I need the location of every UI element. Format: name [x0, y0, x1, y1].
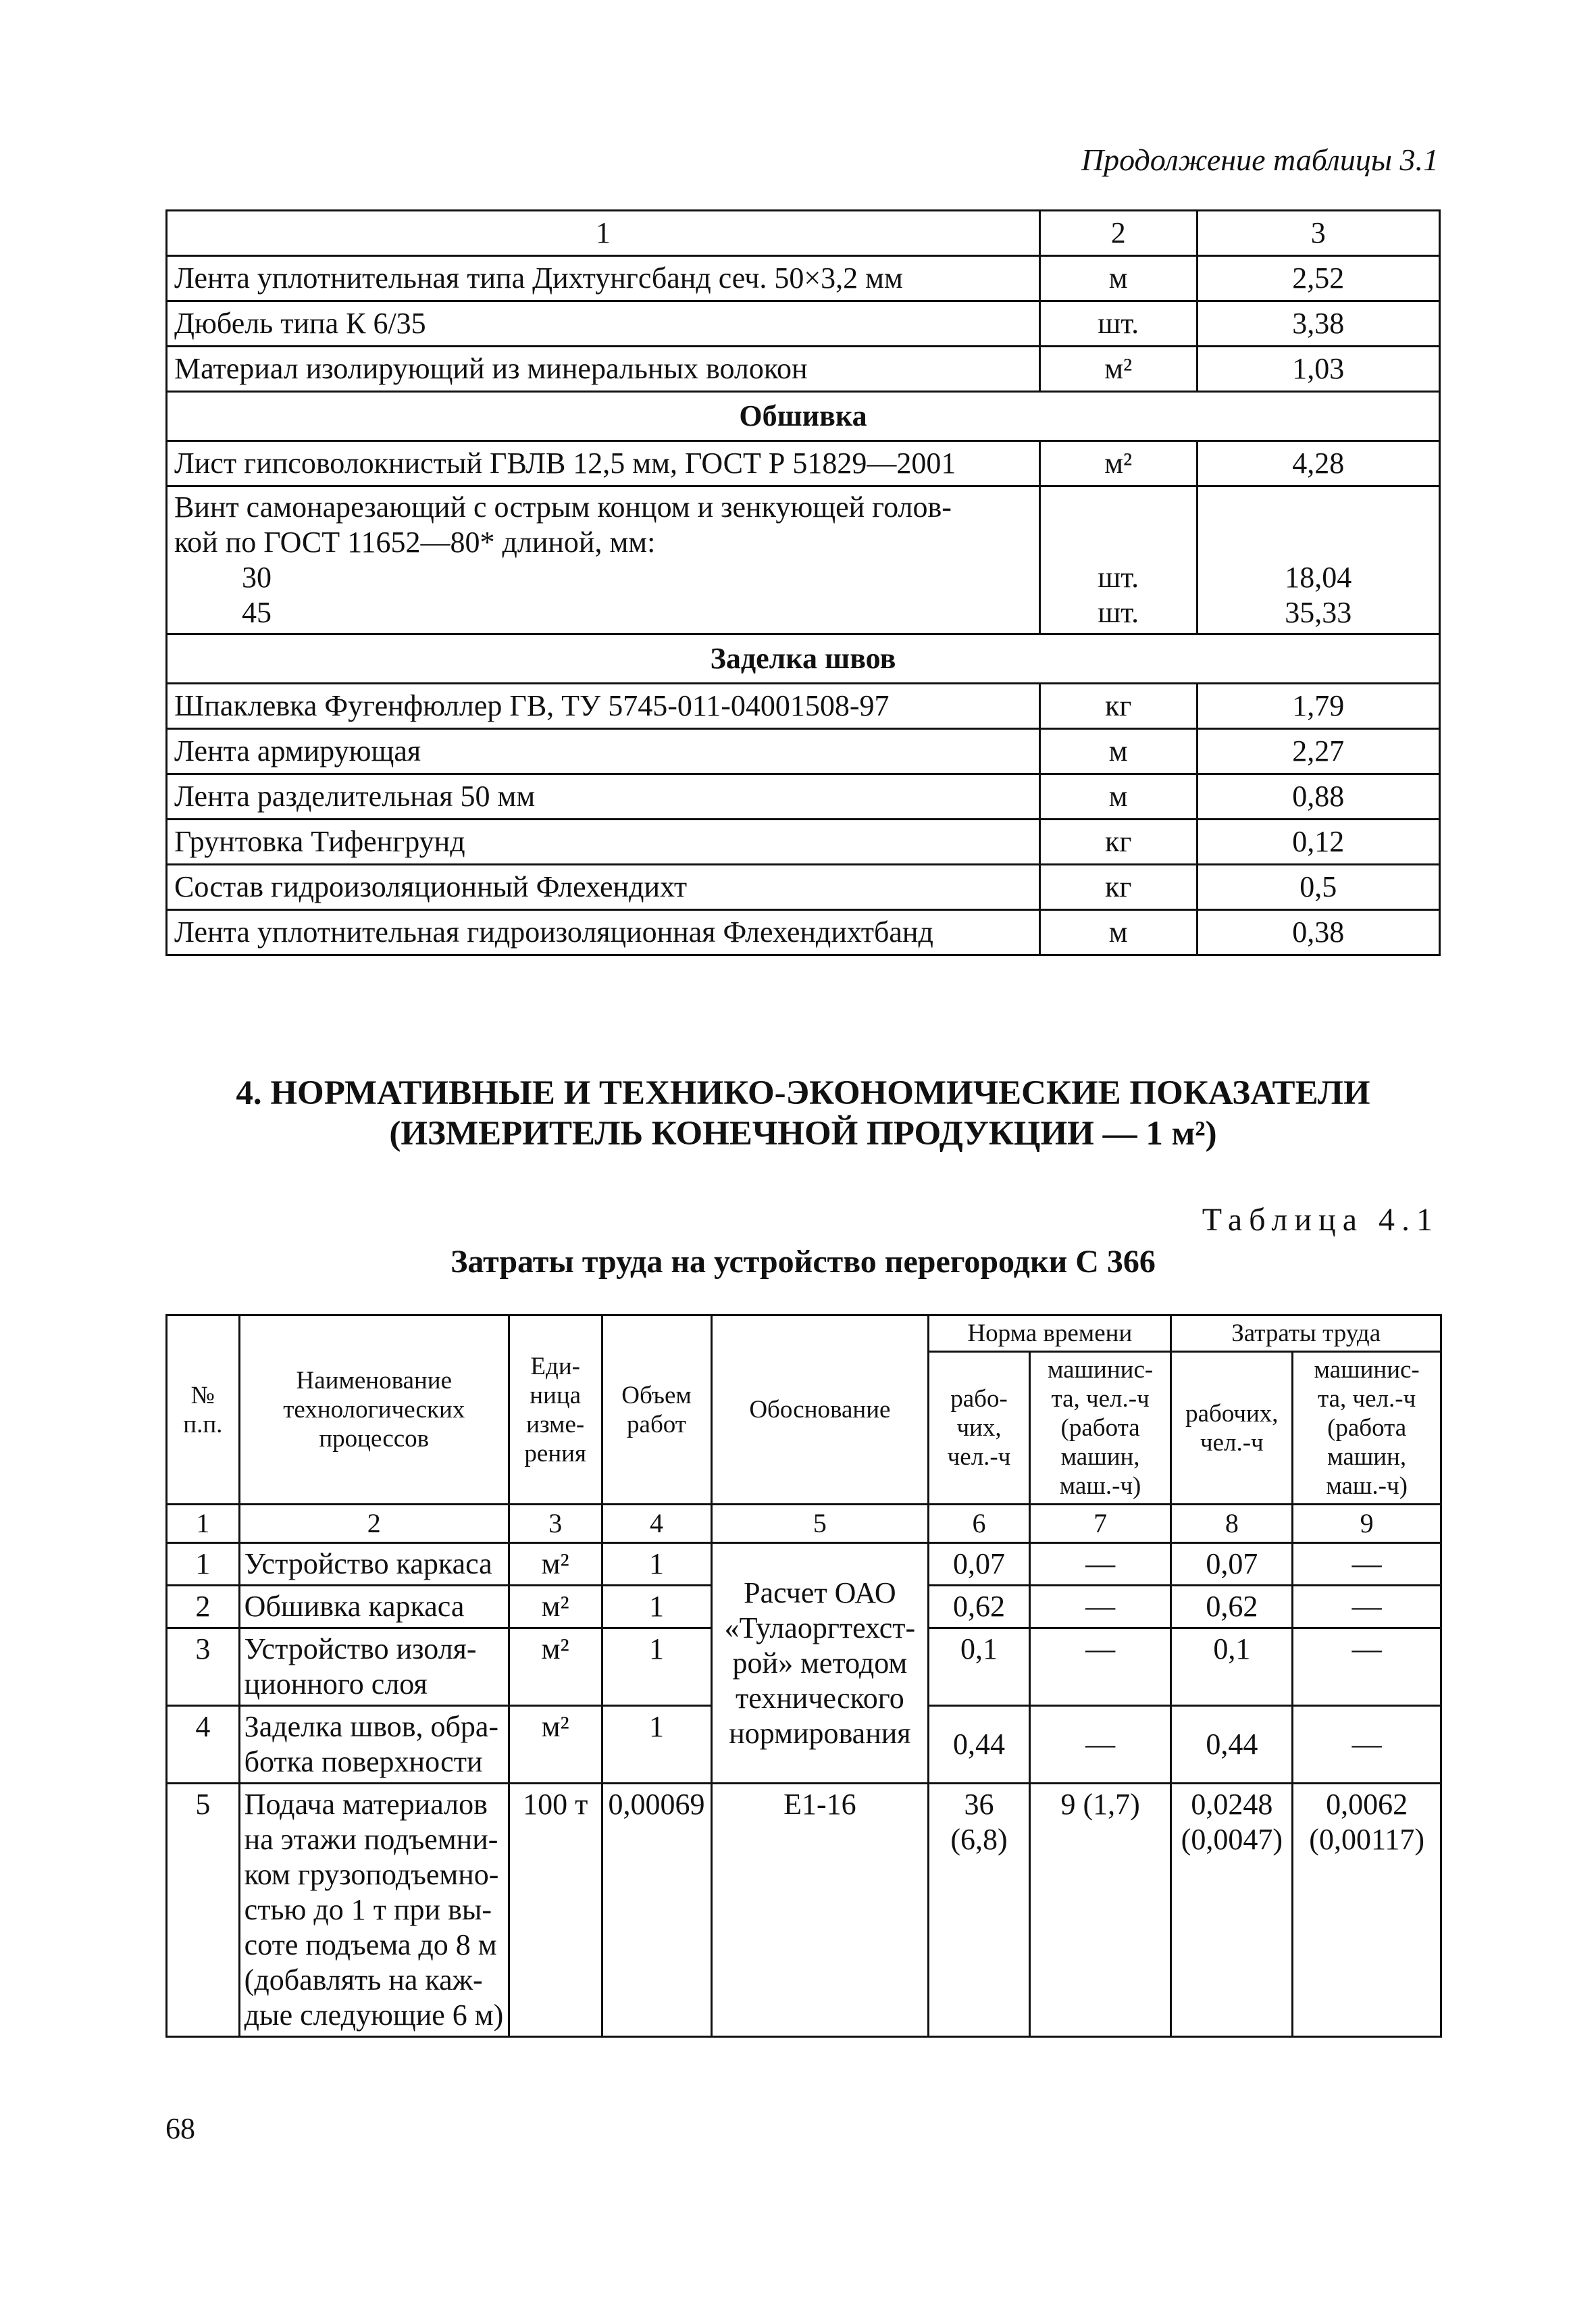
column-number: 7: [1029, 1505, 1171, 1543]
page-number: 68: [165, 2112, 195, 2145]
materials-table: [165, 209, 1441, 956]
column-header: 1: [167, 211, 1040, 256]
material-unit: м²: [1039, 347, 1197, 392]
material-name: Состав гидроизоляционный Флехендихт: [167, 865, 1040, 910]
material-value: 0,5: [1197, 865, 1439, 910]
row-number: 3: [167, 1628, 240, 1706]
material-value: 0,88: [1197, 774, 1439, 820]
volume: 1: [602, 1628, 711, 1706]
process-name: Устройство изоля- ционного слоя: [239, 1628, 509, 1706]
section-heading: [165, 1073, 1441, 1154]
material-unit: м: [1039, 729, 1197, 774]
process-name: Устройство каркаса: [239, 1543, 509, 1586]
unit: м²: [509, 1543, 602, 1586]
table-label: Таблица 4.1: [1202, 1202, 1439, 1238]
unit: 100 т: [509, 1784, 602, 2037]
process-name: Заделка швов, обра- ботка поверхности: [239, 1706, 509, 1784]
material-name: Лист гипсоволокнистый ГВЛВ 12,5 мм, ГОСТ Р 51829—2001: [167, 441, 1040, 486]
section-title-sheathing: Обшивка: [167, 392, 1440, 441]
process-name: Подача материалов на этажи подъемни- ком грузоподъемно- стью до 1 т при вы- соте подъема до 8 м (добавлять на каж- дые следующие 6 м): [239, 1784, 509, 2037]
screw-line: Винт самонарезающий с острым концом и зенкующей голов-: [174, 491, 952, 524]
basis-merged: Расчет ОАО «Тулаоргтехст- рой» методом технического нормирования: [711, 1543, 929, 1784]
labor-workers: 0,44: [1171, 1706, 1293, 1784]
table-row: [167, 774, 1440, 820]
table-row: [167, 820, 1440, 865]
table-row: [167, 256, 1440, 301]
norm-workers: 0,44: [929, 1706, 1030, 1784]
norm-machinists: —: [1029, 1586, 1171, 1628]
header-norm-machinists: машинис- та, чел.-ч (работа машин, маш.-ч): [1029, 1352, 1171, 1505]
basis: Е1-16: [711, 1784, 929, 2037]
table-row: [167, 684, 1440, 729]
material-name: Грунтовка Тифенгрунд: [167, 820, 1040, 865]
material-name: Лента армирующая: [167, 729, 1040, 774]
volume: 1: [602, 1543, 711, 1586]
unit: м²: [509, 1706, 602, 1784]
table-row: [167, 910, 1440, 955]
labor-costs-table: [165, 1314, 1442, 2038]
material-unit: шт.: [1039, 301, 1197, 347]
material-name: Лента разделительная 50 мм: [167, 774, 1040, 820]
row-number: 5: [167, 1784, 240, 2037]
table-header-row: [167, 1315, 1441, 1352]
section-row: [167, 634, 1440, 684]
volume: 1: [602, 1706, 711, 1784]
table-title: Затраты труда на устройство перегородки С 366: [451, 1244, 1156, 1280]
material-name: Шпаклевка Фугенфюллер ГВ, ТУ 5745-011-04001508-97: [167, 684, 1040, 729]
screw-values: [1197, 486, 1439, 634]
column-number: 4: [602, 1505, 711, 1543]
header-labor-machinists: машинис- та, чел.-ч (работа машин, маш.-ч): [1293, 1352, 1441, 1505]
header-unit: Еди- ница изме- рения: [509, 1315, 602, 1505]
screw-units: [1039, 486, 1197, 634]
material-unit: м: [1039, 774, 1197, 820]
column-number: 9: [1293, 1505, 1441, 1543]
labor-machinists: —: [1293, 1706, 1441, 1784]
norm-machinists: 9 (1,7): [1029, 1784, 1171, 2037]
material-name: Лента уплотнительная типа Дихтунгсбанд сеч. 50×3,2 мм: [167, 256, 1040, 301]
unit: м²: [509, 1628, 602, 1706]
material-name: Лента уплотнительная гидроизоляционная Флехендихтбанд: [167, 910, 1040, 955]
norm-machinists: —: [1029, 1543, 1171, 1586]
norm-workers: 36 (6,8): [929, 1784, 1030, 2037]
material-value: 1,03: [1197, 347, 1439, 392]
section-title-seams: Заделка швов: [167, 634, 1440, 684]
material-value: 2,52: [1197, 256, 1439, 301]
header-labor-costs: Затраты труда: [1171, 1315, 1441, 1352]
section-heading-line: 4. НОРМАТИВНЫЕ И ТЕХНИКО-ЭКОНОМИЧЕСКИЕ ПОКАЗАТЕЛИ: [236, 1074, 1370, 1112]
norm-workers: 0,07: [929, 1543, 1030, 1586]
header-time-norm: Норма времени: [929, 1315, 1171, 1352]
table-row: [167, 301, 1440, 347]
material-unit: м: [1039, 910, 1197, 955]
material-value: 0,38: [1197, 910, 1439, 955]
process-name: Обшивка каркаса: [239, 1586, 509, 1628]
material-value: 1,79: [1197, 684, 1439, 729]
material-value: 3,38: [1197, 301, 1439, 347]
column-number: 2: [239, 1505, 509, 1543]
material-name: Материал изолирующий из минеральных волокон: [167, 347, 1040, 392]
screw-line: кой по ГОСТ 11652—80* длиной, мм:: [174, 526, 656, 559]
row-number: 1: [167, 1543, 240, 1586]
table-row: [167, 1543, 1441, 1586]
screw-length: 45: [242, 596, 272, 629]
material-value: 4,28: [1197, 441, 1439, 486]
screw-unit: шт.: [1098, 596, 1139, 629]
material-unit: кг: [1039, 684, 1197, 729]
norm-machinists: —: [1029, 1628, 1171, 1706]
material-unit: м: [1039, 256, 1197, 301]
material-value: 2,27: [1197, 729, 1439, 774]
unit: м²: [509, 1586, 602, 1628]
screw-description: [167, 486, 1040, 634]
screw-length: 30: [242, 561, 272, 594]
labor-machinists: —: [1293, 1543, 1441, 1586]
material-unit: кг: [1039, 865, 1197, 910]
column-number: 3: [509, 1505, 602, 1543]
material-name: Дюбель типа К 6/35: [167, 301, 1040, 347]
norm-workers: 0,1: [929, 1628, 1030, 1706]
column-number: 8: [1171, 1505, 1293, 1543]
column-number: 5: [711, 1505, 929, 1543]
material-value: 0,12: [1197, 820, 1439, 865]
header-number: № п.п.: [167, 1315, 240, 1505]
header-volume: Объем работ: [602, 1315, 711, 1505]
column-number: 1: [167, 1505, 240, 1543]
table-row: [167, 729, 1440, 774]
table-header-row: [167, 211, 1440, 256]
screw-value: 35,33: [1285, 596, 1352, 629]
norm-machinists: —: [1029, 1706, 1171, 1784]
table-row: [167, 1784, 1441, 2037]
header-norm-workers: рабо- чих, чел.-ч: [929, 1352, 1030, 1505]
table-row: [167, 486, 1440, 634]
labor-workers: 0,07: [1171, 1543, 1293, 1586]
labor-machinists: —: [1293, 1628, 1441, 1706]
header-basis: Обоснование: [711, 1315, 929, 1505]
section-heading-line: (ИЗМЕРИТЕЛЬ КОНЕЧНОЙ ПРОДУКЦИИ — 1 м²): [389, 1115, 1217, 1153]
labor-workers: 0,62: [1171, 1586, 1293, 1628]
labor-machinists: 0,0062 (0,00117): [1293, 1784, 1441, 2037]
row-number: 4: [167, 1706, 240, 1784]
header-process-name: Наименование технологических процессов: [239, 1315, 509, 1505]
volume: 1: [602, 1586, 711, 1628]
column-header: 3: [1197, 211, 1439, 256]
table-row: [167, 441, 1440, 486]
material-unit: м²: [1039, 441, 1197, 486]
volume: 0,00069: [602, 1784, 711, 2037]
screw-value: 18,04: [1285, 561, 1352, 594]
column-number-row: [167, 1505, 1441, 1543]
table-row: [167, 865, 1440, 910]
norm-workers: 0,62: [929, 1586, 1030, 1628]
table-continuation-caption: Продолжение таблицы 3.1: [1081, 143, 1439, 177]
header-labor-workers: рабочих, чел.-ч: [1171, 1352, 1293, 1505]
row-number: 2: [167, 1586, 240, 1628]
labor-workers: 0,0248 (0,0047): [1171, 1784, 1293, 2037]
labor-machinists: —: [1293, 1586, 1441, 1628]
column-header: 2: [1039, 211, 1197, 256]
material-unit: кг: [1039, 820, 1197, 865]
column-number: 6: [929, 1505, 1030, 1543]
labor-workers: 0,1: [1171, 1628, 1293, 1706]
screw-unit: шт.: [1098, 561, 1139, 594]
table-row: [167, 347, 1440, 392]
section-row: [167, 392, 1440, 441]
